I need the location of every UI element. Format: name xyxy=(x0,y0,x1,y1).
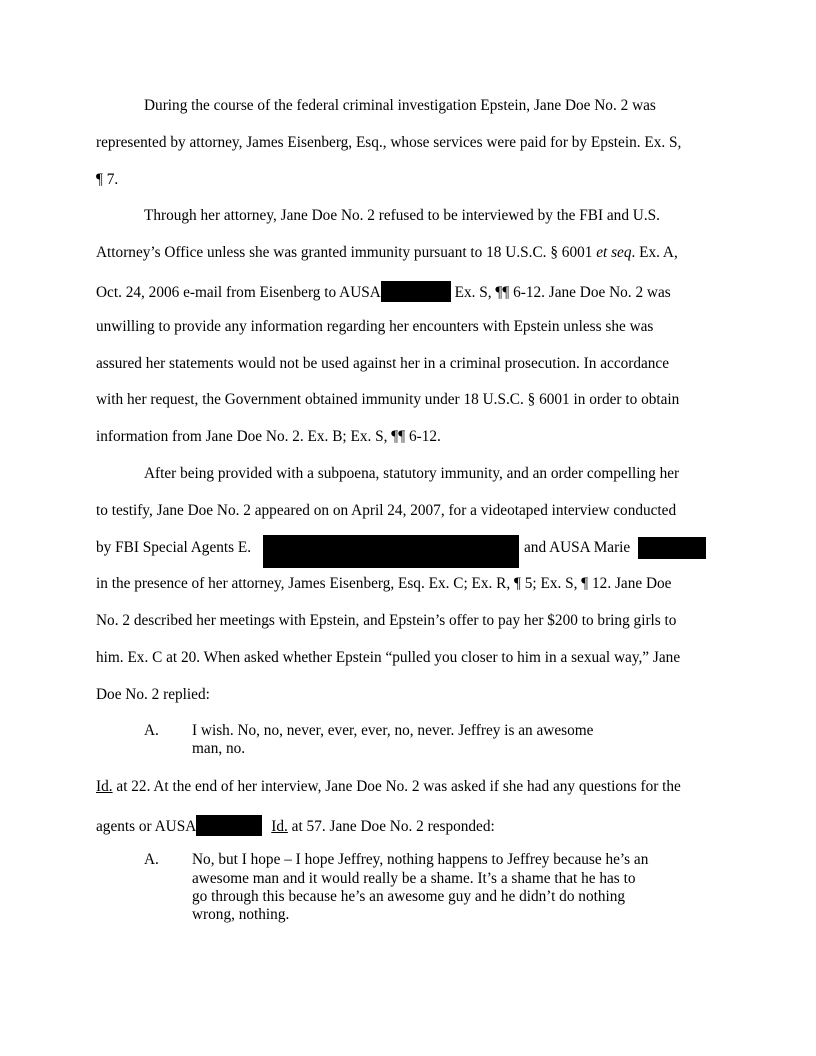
paragraph-3-line-1: After being provided with a subpoena, statutory immunity, and an order compelling her xyxy=(144,465,680,482)
et-seq-citation: et seq xyxy=(596,244,632,261)
quote-2-line-1: No, but I hope – I hope Jeffrey, nothing happens to Jeffrey because he’s an xyxy=(192,851,649,868)
paragraph-4-line-2 xyxy=(96,815,495,836)
paragraph-2-line-3 xyxy=(96,281,671,302)
paragraph-2-line-2-tail: . Ex. A, xyxy=(631,244,678,261)
paragraph-1-line-2: represented by attorney, James Eisenberg, Esq., whose services were paid for by Epstein. Ex. S, xyxy=(96,134,682,151)
redaction-block-ausa-2 xyxy=(638,537,706,559)
paragraph-2-line-3-tail: Ex. S, ¶¶ 6-12. Jane Doe No. 2 was xyxy=(450,284,671,301)
quote-2-letter: A. xyxy=(144,851,159,868)
paragraph-2-line-2 xyxy=(96,244,678,262)
paragraph-4-line-1 xyxy=(96,778,681,796)
paragraph-3-line-3-ausa: and AUSA Marie xyxy=(524,539,631,556)
redaction-block-ausa-3 xyxy=(196,815,262,836)
paragraph-2-line-2-text: Attorney’s Office unless she was granted immunity pursuant to 18 U.S.C. § 6001 xyxy=(96,244,597,261)
paragraph-3-line-6: him. Ex. C at 20. When asked whether Epstein “pulled you closer to him in a sexual way,” Jane xyxy=(96,649,681,666)
id-citation-1: Id. xyxy=(96,778,113,795)
paragraph-3-line-5: No. 2 described her meetings with Epstein, and Epstein’s offer to pay her $200 to bring girls to xyxy=(96,612,677,629)
paragraph-2-line-3-text: Oct. 24, 2006 e-mail from Eisenberg to AUSA xyxy=(96,284,381,301)
quote-2-line-2: awesome man and it would really be a shame. It’s a shame that he has to xyxy=(192,870,636,887)
paragraph-3-line-4: in the presence of her attorney, James Eisenberg, Esq. Ex. C; Ex. R, ¶ 5; Ex. S, ¶ 12. Jane Doe xyxy=(96,575,672,592)
paragraph-4-line-2-text: agents or AUSA xyxy=(96,818,197,835)
redaction-block-ausa-1 xyxy=(381,281,451,302)
paragraph-2-line-5: assured her statements would not be used against her in a criminal prosecution. In accordance xyxy=(96,355,670,372)
quote-2-line-3: go through this because he’s an awesome guy and he didn’t do nothing xyxy=(192,888,626,905)
paragraph-3-line-7: Doe No. 2 replied: xyxy=(96,686,210,703)
quote-1-line-2: man, no. xyxy=(192,740,246,757)
paragraph-1-line-1: During the course of the federal criminal investigation Epstein, Jane Doe No. 2 was xyxy=(144,97,656,114)
redaction-block-agents xyxy=(263,535,519,568)
quote-2-line-4: wrong, nothing. xyxy=(192,906,290,923)
paragraph-3-line-3 xyxy=(96,539,251,557)
paragraph-2-line-7: information from Jane Doe No. 2. Ex. B; Ex. S, ¶¶ 6-12. xyxy=(96,428,441,445)
paragraph-1-line-3: ¶ 7. xyxy=(96,171,119,188)
paragraph-3-line-3-text: by FBI Special Agents E. xyxy=(96,539,252,556)
id-citation-2: Id. xyxy=(271,818,288,835)
quote-1-line-1: I wish. No, no, never, ever, ever, no, never. Jeffrey is an awesome xyxy=(192,722,594,739)
paragraph-2-line-6: with her request, the Government obtained immunity under 18 U.S.C. § 6001 in order to obtain xyxy=(96,391,680,408)
paragraph-2-line-1: Through her attorney, Jane Doe No. 2 refused to be interviewed by the FBI and U.S. xyxy=(144,207,660,224)
paragraph-4-line-1-text: at 22. At the end of her interview, Jane Doe No. 2 was asked if she had any questions for the xyxy=(112,778,681,795)
paragraph-3-line-2: to testify, Jane Doe No. 2 appeared on on April 24, 2007, for a videotaped interview conducted xyxy=(96,502,677,519)
paragraph-2-line-4: unwilling to provide any information regarding her encounters with Epstein unless she was xyxy=(96,318,654,335)
quote-1-letter: A. xyxy=(144,722,159,739)
paragraph-4-line-2-tail: at 57. Jane Doe No. 2 responded: xyxy=(287,818,495,835)
